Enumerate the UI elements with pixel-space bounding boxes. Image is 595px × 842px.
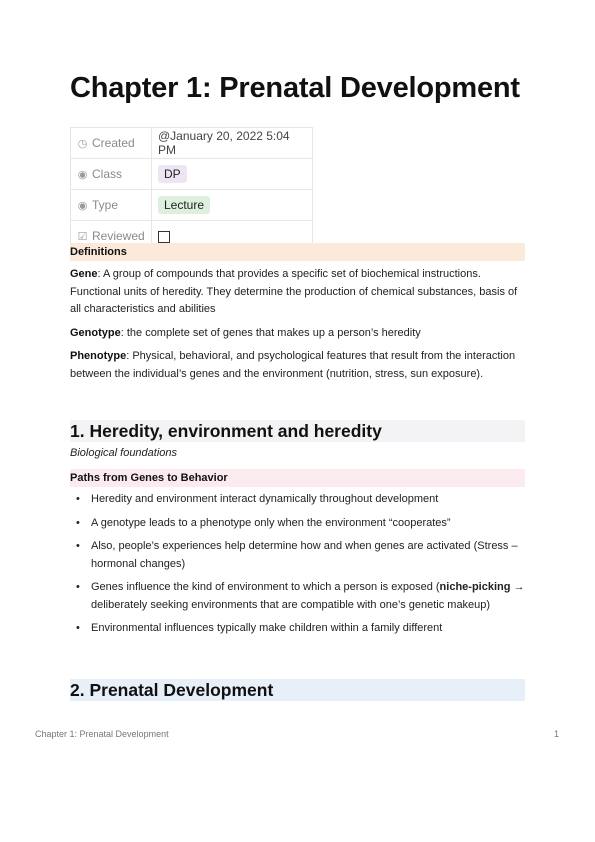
list-item: • Heredity and environment interact dynamically throughout development bbox=[70, 491, 528, 509]
property-row-type bbox=[71, 190, 313, 221]
definition-genotype bbox=[70, 325, 525, 343]
property-row-created bbox=[71, 128, 313, 159]
property-key: Class bbox=[92, 167, 123, 181]
niche-picking-term: niche-picking bbox=[439, 581, 511, 593]
select-icon: ◉ bbox=[77, 169, 88, 181]
definition-term: Genotype bbox=[70, 327, 121, 339]
definition-text: : Physical, behavioral, and psychological features that result from the interaction between the individual’s genes and the environment (nutrition, stress, sun exposure). bbox=[70, 350, 516, 380]
created-date: @January 20, 2022 5:04 PM bbox=[152, 128, 313, 159]
section-heading-heredity: 1. Heredity, environment and heredity bbox=[70, 420, 525, 442]
list-item-niche-picking: • Genes influence the kind of environment to which a person is exposed (niche-picking → deliberately seeking environments that are compatible with one’s genetic makeup) bbox=[70, 579, 528, 614]
property-key: Type bbox=[92, 198, 119, 212]
definition-phenotype bbox=[70, 348, 525, 383]
properties-table bbox=[70, 127, 313, 252]
list-item: • Environmental influences typically make children within a family different bbox=[70, 620, 528, 638]
property-key: Reviewed bbox=[92, 229, 145, 243]
page-number: 1 bbox=[554, 729, 560, 739]
bullet-list bbox=[70, 491, 528, 644]
definition-gene bbox=[70, 266, 525, 319]
type-tag[interactable]: Lecture bbox=[158, 196, 210, 214]
list-item: • Also, people’s experiences help determine how and when genes are activated (Stress – hormonal changes) bbox=[70, 538, 528, 573]
property-key: Created bbox=[92, 136, 135, 150]
definition-term: Gene bbox=[70, 268, 98, 280]
property-row-class bbox=[71, 159, 313, 190]
checkbox-icon: ☑ bbox=[77, 231, 88, 243]
reviewed-checkbox[interactable] bbox=[158, 231, 170, 243]
definition-term: Phenotype bbox=[70, 350, 127, 362]
section-heading-prenatal: 2. Prenatal Development bbox=[70, 679, 525, 701]
definition-text: : the complete set of genes that makes up a person’s heredity bbox=[120, 327, 421, 339]
select-icon: ◉ bbox=[77, 200, 88, 212]
class-tag[interactable]: DP bbox=[158, 165, 187, 183]
list-item: • A genotype leads to a phenotype only when the environment “cooperates” bbox=[70, 515, 528, 533]
clock-icon: ◷ bbox=[77, 138, 88, 150]
footer-title: Chapter 1: Prenatal Development bbox=[35, 729, 169, 739]
definition-text: : A group of compounds that provides a specific set of biochemical instructions. Functional units of heredity. They determine the production of chemical substances, basis of all characteristics and abilities bbox=[70, 268, 518, 315]
paths-header: Paths from Genes to Behavior bbox=[70, 469, 525, 487]
definitions-header: Definitions bbox=[70, 243, 525, 261]
section-subtitle: Biological foundations bbox=[70, 447, 178, 459]
page-title: Chapter 1: Prenatal Development bbox=[70, 72, 520, 104]
